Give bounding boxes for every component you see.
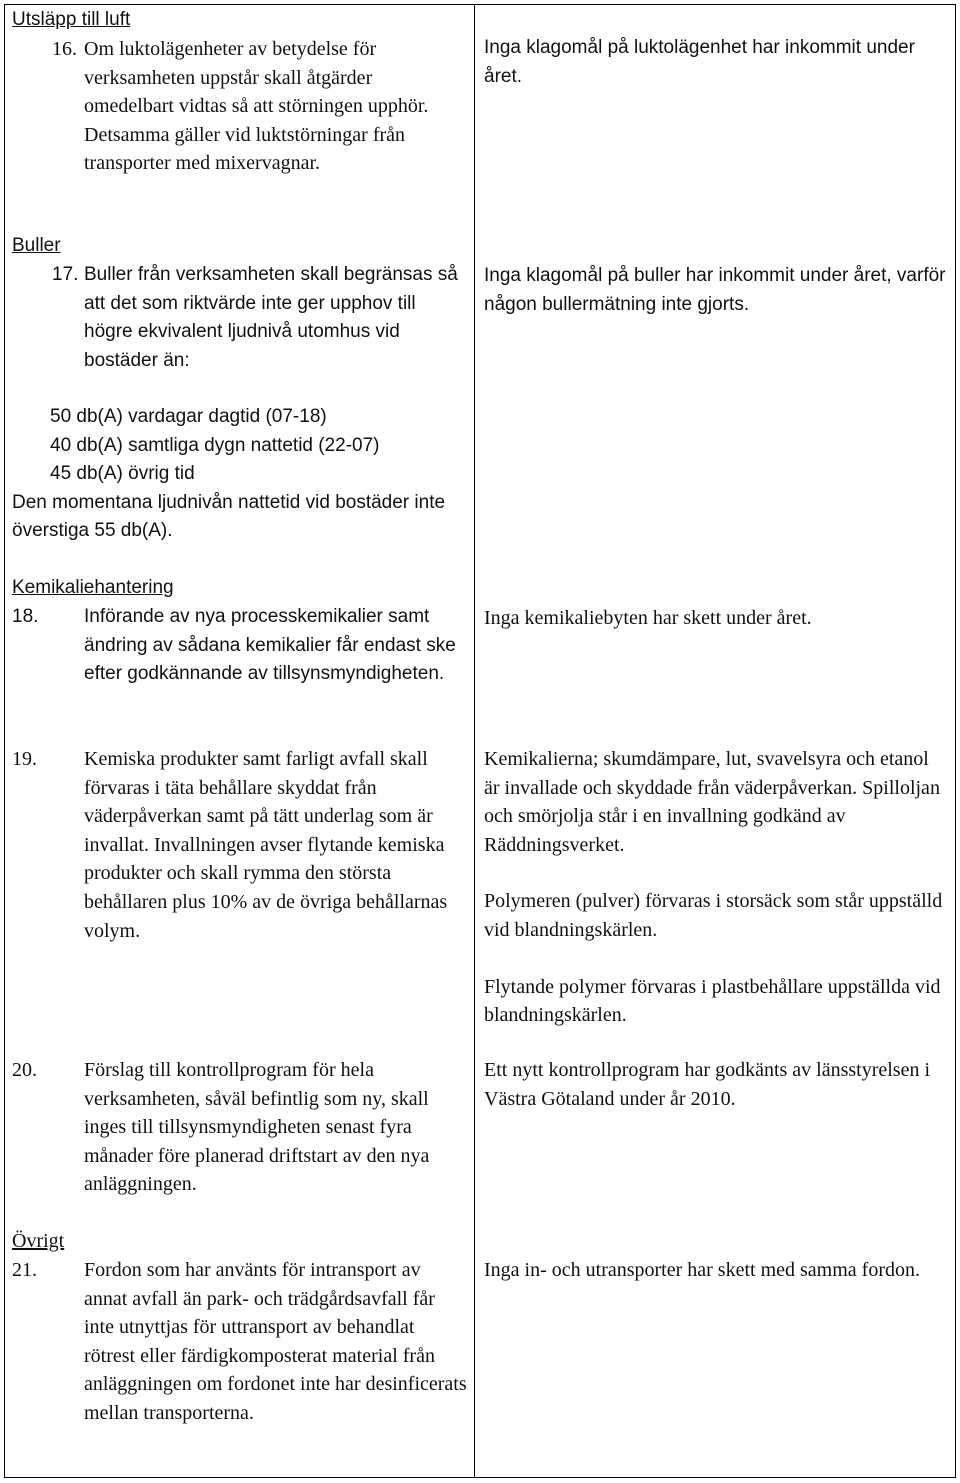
noise-momentary: Den momentana ljudnivån nattetid vid bostäder inte överstiga 55 db(A).	[12, 491, 446, 542]
condition-text: Förslag till kontrollprogram för hela verksamheten, såväl befintlig som ny, skall inges till tillsynsmyndigheten senast fyra månader före planerad driftstart av den nya anläggningen.	[84, 1059, 430, 1196]
condition-18	[12, 603, 467, 689]
response-18: Inga kemikaliebyten har skett under året.	[484, 607, 812, 629]
section-heading-ovrigt: Övrigt	[12, 1230, 65, 1252]
section-heading-buller: Buller	[12, 235, 61, 256]
section-heading-kemikalie: Kemikaliehantering	[12, 577, 174, 598]
section-heading-utslapp: Utsläpp till luft	[12, 9, 131, 30]
condition-text: Införande av nya processkemikalier samt ändring av sådana kemikalier får endast ske efter godkännande av tillsynsmyndigheten.	[84, 606, 456, 685]
condition-number: 18.	[12, 606, 39, 627]
response-19	[484, 745, 946, 1030]
response-19-polymer-powder: Polymeren (pulver) förvaras i storsäck som står uppställd vid blandningskärlen.	[484, 890, 943, 941]
condition-text: Kemiska produkter samt farligt avfall skall förvaras i täta behållare skyddat från väderpåverkan samt på tätt underlag som är invallat. Invallningen avser flytande kemiska produkter och skall rymma den största behållaren plus 10% av de övriga behållarnas volym.	[84, 748, 448, 942]
response-19-polymer-liquid: Flytande polymer förvaras i plastbehållare uppställda vid blandningskärlen.	[484, 975, 941, 1027]
condition-number: 21.	[12, 1259, 37, 1281]
condition-text: Fordon som har använts för intransport av annat avfall än park- och trädgårdsavfall får inte utnyttjas för uttransport av behandlat rötrest eller färdigkomposterat material från anläggningen om fordonet inte har desinficerats mellan transporterna.	[84, 1259, 467, 1424]
noise-limit-other: 45 db(A) övrig tid	[50, 463, 195, 485]
response-16: Inga klagomål på luktolägenhet har inkommit under året.	[484, 37, 915, 87]
condition-21	[12, 1256, 467, 1428]
response-21: Inga in- och utransporter har skett med samma fordon.	[484, 1259, 920, 1281]
condition-number: 19.	[12, 748, 37, 770]
noise-limits	[12, 403, 467, 546]
condition-19	[12, 745, 467, 945]
noise-limit-day: 50 db(A) vardagar dagtid (07-18)	[50, 406, 327, 427]
column-divider	[474, 4, 475, 1478]
response-19-chemicals: Kemikalierna; skumdämpare, lut, svavelsyra och etanol är invallade och skyddade från väderpåverkan. Spilloljan och smörjolja står i en invallning godkänd av Räddningsverket.	[484, 748, 940, 856]
condition-17	[12, 261, 467, 375]
response-20: Ett nytt kontrollprogram har godkänts av länsstyrelsen i Västra Götaland under år 2010.	[484, 1059, 931, 1110]
condition-number: 16.	[52, 38, 77, 60]
condition-16	[12, 35, 457, 178]
condition-number: 20.	[12, 1059, 37, 1081]
response-17: Inga klagomål på buller har inkommit under året, varför någon bullermätning inte gjorts.	[484, 265, 946, 315]
condition-number: 17.	[52, 264, 79, 285]
noise-limit-night: 40 db(A) samtliga dygn nattetid (22-07)	[50, 434, 380, 456]
condition-text: Om luktolägenheter av betydelse för verksamheten uppstår skall åtgärder omedelbart vidtas så att störningen upphör. Detsamma gäller vid luktstörningar från transporter med mixervagnar.	[84, 38, 429, 175]
condition-text: Buller från verksamheten skall begränsas så att det som riktvärde inte ger upphov till högre ekvivalent ljudnivå utomhus vid bostäder än:	[84, 264, 458, 371]
condition-20	[12, 1056, 467, 1199]
